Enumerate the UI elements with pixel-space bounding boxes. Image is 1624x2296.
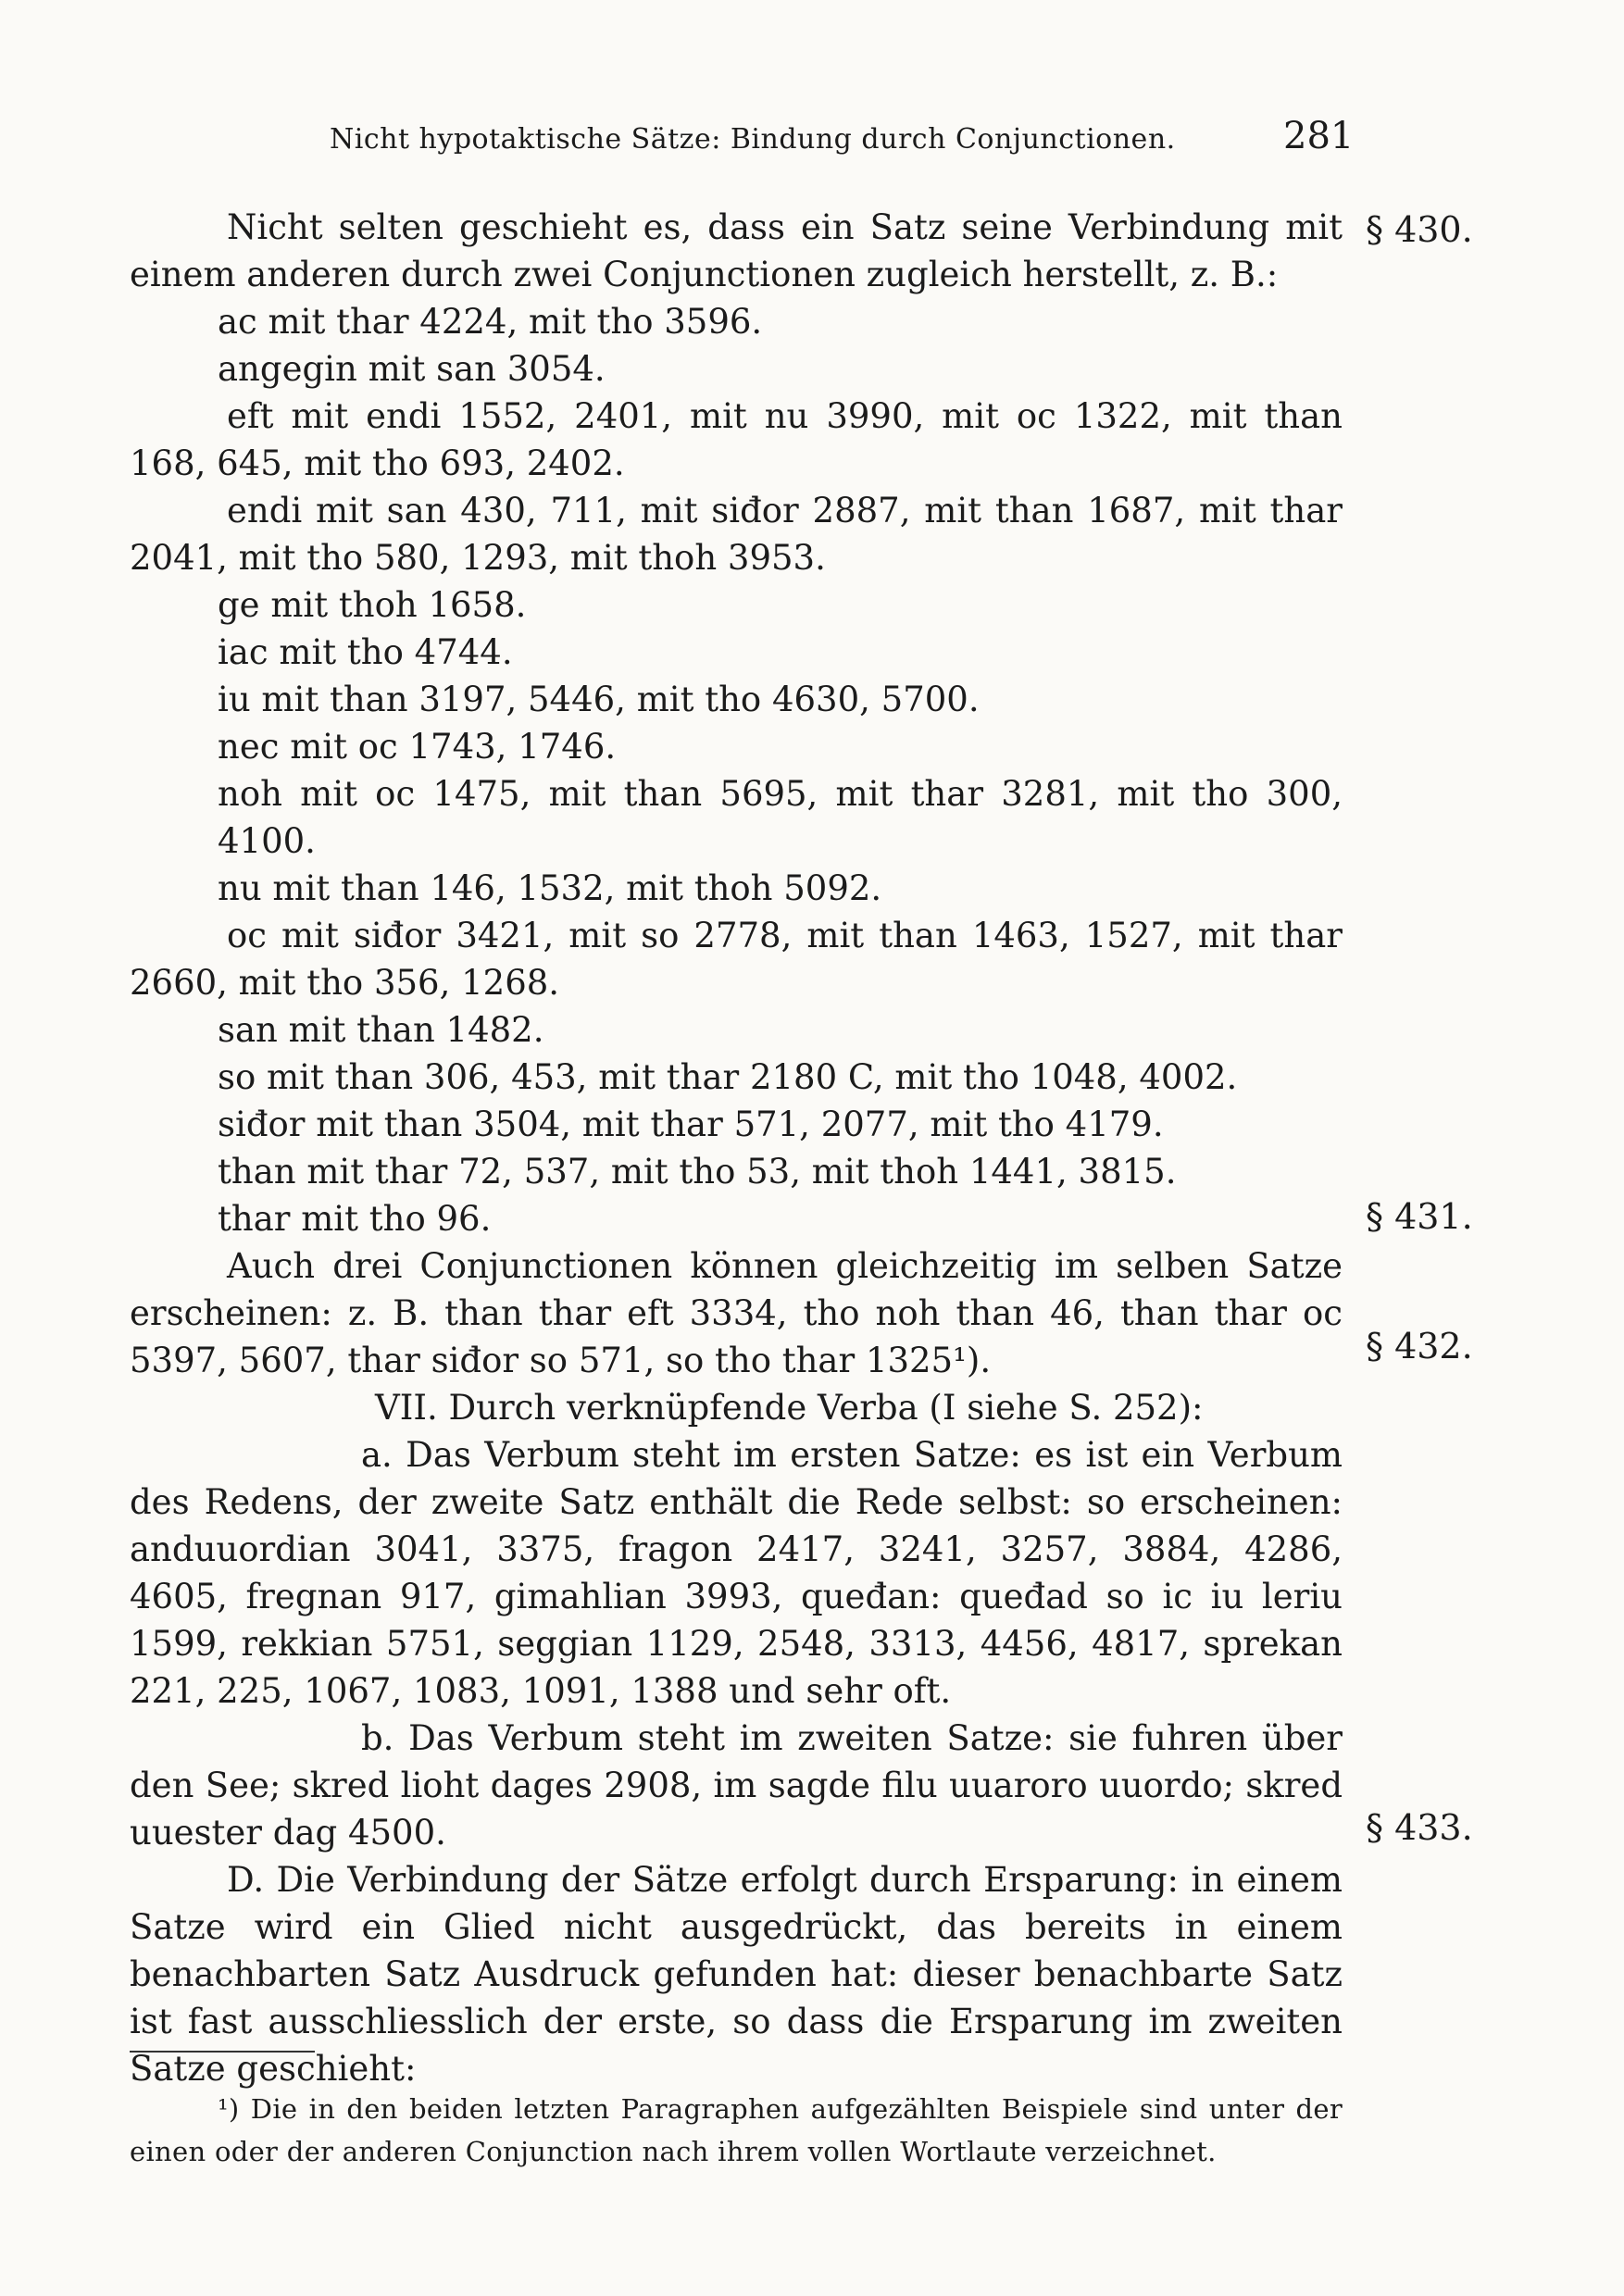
footnote: ¹) Die in den beiden letzten Paragraphen aufgezählten Beispiele sind unter der einen oder der anderen Conjunction nach ihrem vollen Wortlaute verzeichnet. (130, 2093, 1343, 2167)
section-mark-430: § 430. (1366, 209, 1473, 250)
example-line: ge mit thoh 1658. (218, 585, 527, 625)
example-line: than mit thar 72, 537, mit tho 53, mit thoh 1441, 3815. (218, 1152, 1177, 1192)
example-line: iu mit than 3197, 5446, mit tho 4630, 5700. (218, 680, 980, 719)
paragraph-three-conjunctions: Auch drei Conjunctionen können gleichzeitig im selben Satze erscheinen: z. B. than thar eft 3334, tho noh than 46, than thar oc 5397, 5607, thar siđor so 571, so tho thar 1325¹). (130, 1246, 1343, 1380)
section-mark-431: § 431. (1366, 1196, 1473, 1237)
example-line: nu mit than 146, 1532, mit thoh 5092. (218, 868, 882, 908)
example-line: thar mit tho 96. (218, 1199, 492, 1239)
running-title: Nicht hypotaktische Sätze: Bindung durch Conjunctionen. (330, 123, 1176, 156)
paragraph-intro: Nicht selten geschieht es, dass ein Satz seine Verbindung mit einem anderen durch zwei Conjunctionen zugleich herstellt, z. B.: (130, 207, 1343, 294)
paragraph-a: a. Das Verbum steht im ersten Satze: es ist ein Verbum des Redens, der zweite Satz enthält die Rede selbst: so erscheinen: anduuordian 3041, 3375, fragon 2417, 3241, 3257, 3884, 4286, 4605, fregnan 917, gimahlian 3993, queđan: queđad so ic iu leriu 1599, rekkian 5751, seggian 1129, 2548, 3313, 4456, 4817, sprekan 221, 225, 1067, 1083, 1091, 1388 und sehr oft. (130, 1435, 1343, 1711)
example-line: angegin mit san 3054. (218, 349, 606, 389)
example-line: endi mit san 430, 711, mit siđor 2887, mit than 1687, mit thar 2041, mit tho 580, 1293, mit thoh 3953. (130, 491, 1343, 578)
heading-vii: VII. Durch verknüpfende Verba (I siehe S. 252): (375, 1388, 1204, 1428)
example-line: oc mit siđor 3421, mit so 2778, mit than 1463, 1527, mit thar 2660, mit tho 356, 1268. (130, 916, 1343, 1003)
paragraph-d: D. Die Verbindung der Sätze erfolgt durch Ersparung: in einem Satze wird ein Glied nicht ausgedrückt, das bereits in einem benachbarten Satz Ausdruck gefunden hat: dieser benachbarte Satz ist fast ausschliesslich der erste, so dass die Ersparung im zweiten Satze geschieht: (130, 1860, 1343, 2089)
page-number: 281 (1283, 115, 1355, 157)
paragraph-b: b. Das Verbum steht im zweiten Satze: sie fuhren über den See; skred lioht dages 2908, im sagde filu uuaroro uuordo; skred uuester dag 4500. (130, 1718, 1343, 1853)
example-line: nec mit oc 1743, 1746. (218, 727, 617, 767)
example-line: iac mit tho 4744. (218, 632, 513, 672)
example-line: san mit than 1482. (218, 1010, 544, 1050)
example-line: ac mit thar 4224, mit tho 3596. (218, 302, 763, 342)
footnote-rule (130, 2051, 315, 2053)
section-mark-433: § 433. (1366, 1807, 1473, 1848)
example-line: noh mit oc 1475, mit than 5695, mit thar 3281, mit tho 300, 4100. (218, 774, 1343, 861)
example-line: so mit than 306, 453, mit thar 2180 C, mit tho 1048, 4002. (218, 1057, 1238, 1097)
main-text (130, 204, 1343, 2092)
section-mark-432: § 432. (1366, 1326, 1473, 1366)
example-line: eft mit endi 1552, 2401, mit nu 3990, mit oc 1322, mit than 168, 645, mit tho 693, 2402. (130, 396, 1343, 483)
example-line: siđor mit than 3504, mit thar 571, 2077, mit tho 4179. (218, 1104, 1164, 1144)
